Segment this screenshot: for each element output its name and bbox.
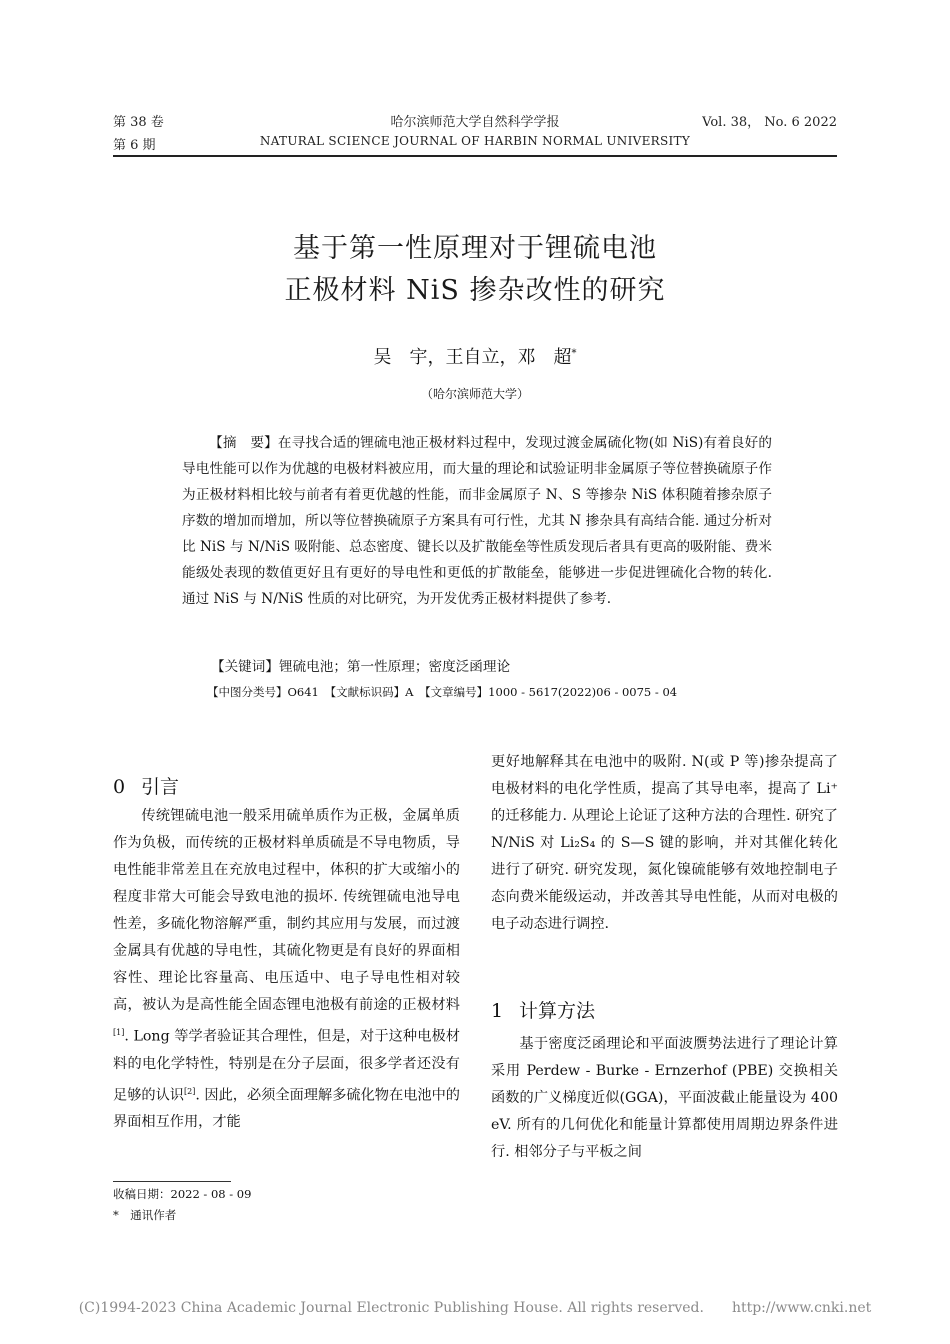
intro-text-b: . Long 等学者验证其合理性，但是，对于这种电极材料的电化学特性，特别是在分子层面，很多学者还没有足够的认识 (113, 1028, 460, 1104)
header-rule (113, 155, 837, 157)
footnote-rule (113, 1181, 231, 1182)
citation-2[interactable]: [2] (184, 1086, 196, 1096)
section-0-heading (113, 772, 179, 799)
intro-text-c: . 因此，必须全面理解多硫化物在电池中的界面相互作用，才能 (113, 1087, 460, 1131)
corresponding-author-note: * 通讯作者 (113, 1208, 177, 1222)
keywords-label: 【关键词】 (211, 659, 279, 675)
received-date: 收稿日期：2022 - 08 - 09 (113, 1187, 252, 1201)
author-names: 吴 宇，王自立，邓 超 (373, 347, 572, 368)
abstract (182, 430, 772, 612)
abstract-label: 【摘 要】 (209, 435, 278, 451)
section-1-title: 计算方法 (519, 1000, 596, 1022)
intro-paragraph (113, 803, 460, 1136)
abstract-text: 在寻找合适的锂硫电池正极材料过程中，发现过渡金属硫化物(如 NiS)有着良好的导电性能可以作为优越的电极材料被应用，而大量的理论和试验证明非金属原子等位替换硫原子作为正极材料相比较与前者有着更优越的性能，而非金属原子 N、S 等掺杂 NiS 体积随着掺杂原子序数的增加而增加，所以等位替换硫原子方案具有可行性，尤其 N 掺杂具有高结合能. 通过分析对比 NiS 与 N/NiS 吸附能、总态密度、键长以及扩散能垒等性质发现后者具有更高的吸附能、费米能级处表现的数值更好且有更好的导电性和更低的扩散能垒，能够进一步促进锂硫化合物的转化. 通过 NiS 与 N/NiS 性质的对比研究，为开发优秀正极材料提供了参考. (182, 435, 772, 607)
paper-title-line1: 基于第一性原理对于锂硫电池 (293, 233, 657, 264)
section-0-title: 引言 (141, 776, 180, 798)
author-list (0, 343, 950, 369)
copyright-line: (C)1994-2023 China Academic Journal Electronic Publishing House. All rights reserved. http://www.cnki.net (78, 1300, 872, 1316)
citation-1[interactable]: [1] (113, 1028, 125, 1037)
intro-continued-paragraph: 更好地解释其在电池中的吸附. N(或 P 等)掺杂提高了电极材料的电化学性质，提高了其导电率，提高了 Li⁺ 的迁移能力. 从理论上论证了这种方法的合理性. 研究了 N/NiS 对 Li₂S₄ 的 S—S 键的影响，并对其催化转化进行了研究. 研究发现，氮化镍硫能够有效地控制电子态向费米能级运动，并改善其导电性能，从而对电极的电子动态进行调控. (491, 754, 838, 932)
journal-title-cn: 哈尔滨师范大学自然科学学报 (390, 115, 560, 130)
intro-text-a: 传统锂硫电池一般采用硫单质作为正极，金属单质作为负极，而传统的正极材料单质硫是不导电物质，导电性能非常差且在充放电过程中，体积的扩大或缩小的程度非常大可能会导致电池的损坏. 传统锂硫电池导电性差，多硫化物溶解严重，制约其应用与发展，而过渡金属具有优越的导电性，其硫化物更是有良好的界面相容性、理论比容量高、电压适中、电子导电性相对较高，被认为是高性能全固态锂电池极有前途的正极材料 (113, 808, 460, 1013)
section-1-number: 1 (491, 1000, 504, 1022)
issue-label: 第 6 期 (113, 138, 156, 153)
affiliation: （哈尔滨师范大学） (420, 387, 529, 401)
keywords-text: 锂硫电池；第一性原理；密度泛函理论 (278, 659, 511, 675)
keywords (211, 655, 510, 675)
paper-title-line2: 正极材料 NiS 掺杂改性的研究 (284, 275, 666, 306)
volume-label: 第 38 卷 (113, 115, 164, 130)
methods-paragraph: 基于密度泛函理论和平面波赝势法进行了理论计算采用 Perdew - Burke - Ernzerhof (PBE) 交换相关函数的广义梯度近似(GGA)，平面波截止能量设为 400 eV. 所有的几何优化和能量计算都使用周期边界条件进行. 相邻分子与平板之间 (491, 1036, 838, 1160)
corresponding-mark: * (571, 348, 577, 359)
section-1-heading (491, 996, 595, 1023)
journal-title-en: NATURAL SCIENCE JOURNAL OF HARBIN NORMAL UNIVERSITY (259, 134, 691, 148)
section-0-number: 0 (113, 776, 126, 798)
volume-info: Vol. 38， No. 6 2022 (702, 115, 837, 130)
classification-line: 【中图分类号】O641 【文献标识码】A 【文章编号】1000 - 5617(2022)06 - 0075 - 04 (207, 685, 678, 699)
